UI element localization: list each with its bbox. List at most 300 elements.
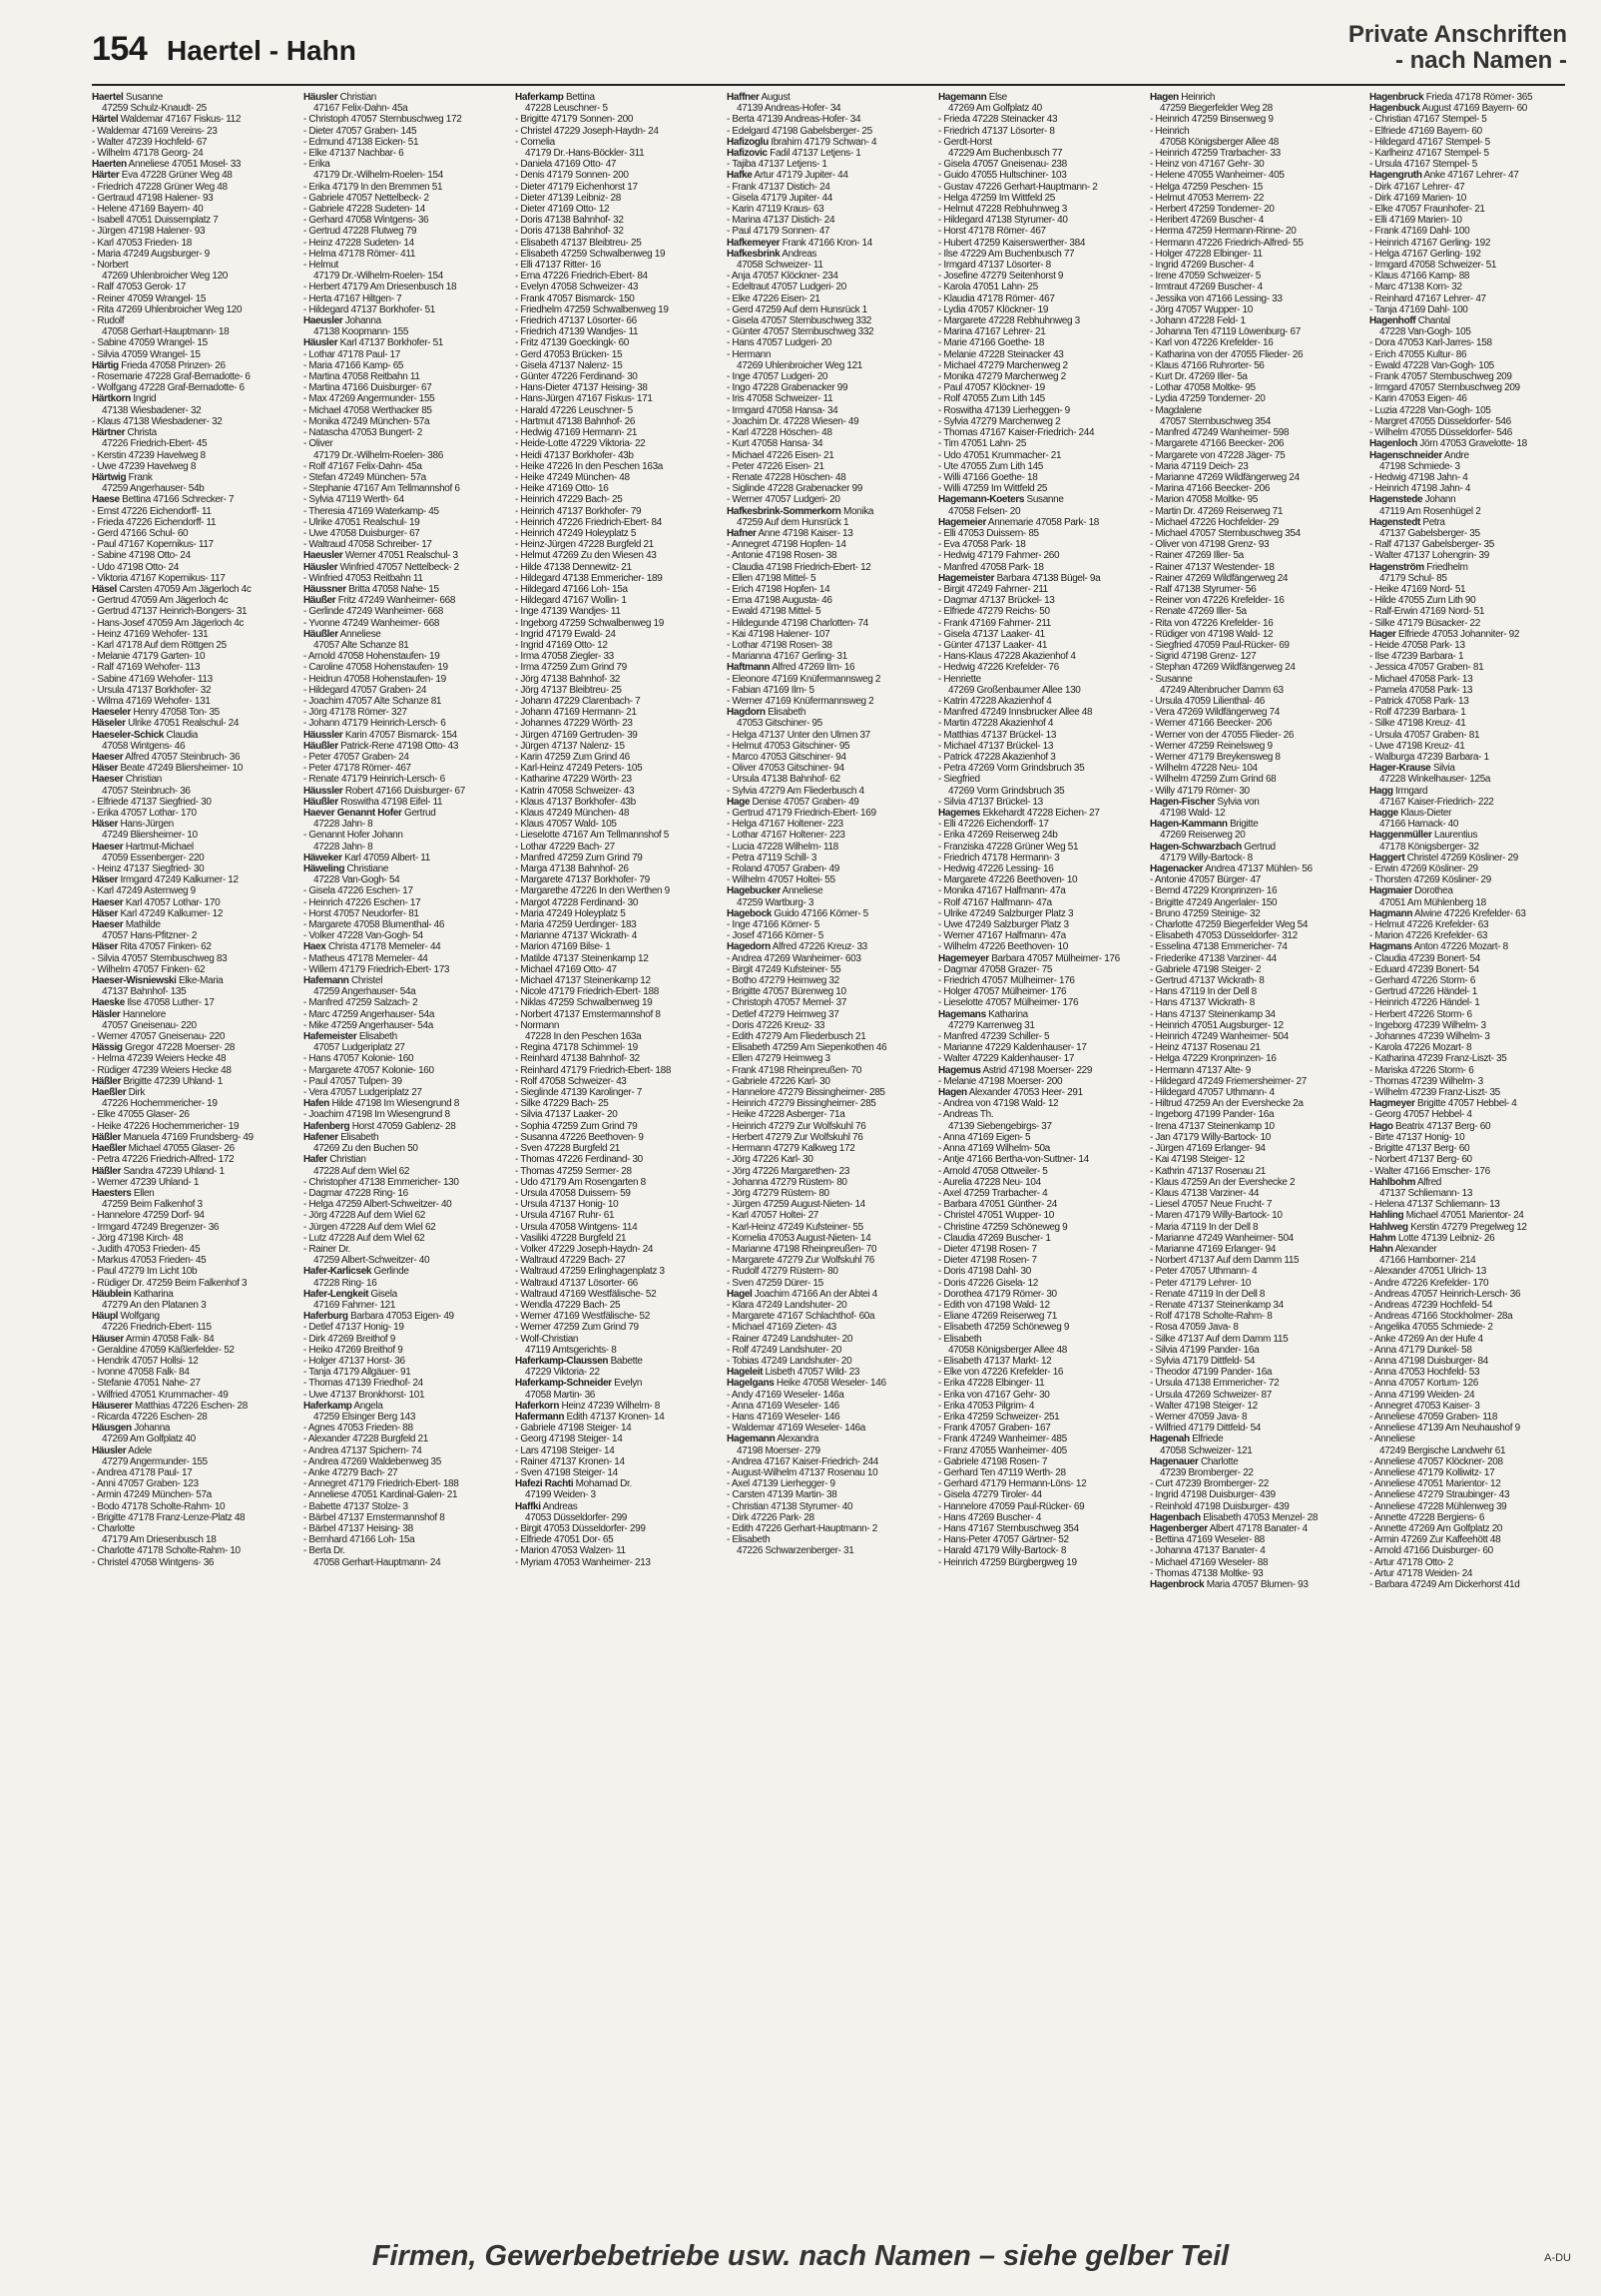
entry-text: - Marina 47167 Lehrer- 21: [938, 326, 1046, 338]
entry-surname-row: [1150, 819, 1347, 830]
entry-surname: Hagelgans: [727, 1378, 775, 1390]
entry-text: - Birgit 47249 Kufsteiner- 55: [727, 963, 841, 975]
entry-row: [1369, 182, 1567, 193]
entry-surname-row: [515, 92, 713, 103]
entry-text: Heinrich: [1178, 92, 1216, 103]
entry-text: - Marianne 47169 Erlanger- 94: [1150, 1243, 1277, 1255]
entry-row: [303, 1445, 501, 1456]
entry-row: [938, 1434, 1136, 1444]
entry-text: - Werner 47166 Beecker- 206: [1150, 718, 1273, 730]
entry-text: - Wolfgang 47228 Graf-Bernadotte- 6: [92, 382, 245, 394]
entry-text: - Werner von der 47055 Flieder- 26: [1150, 729, 1295, 741]
entry-text: - Hartmut 47138 Bahnhof- 26: [515, 415, 636, 427]
entry-text: - Armin 47269 Zur Kaffeehött 48: [1369, 1534, 1501, 1546]
entry-text: - Nicole 47179 Friedrich-Ebert- 188: [515, 986, 659, 998]
entry-row: [92, 539, 289, 550]
entry-row: [938, 1390, 1136, 1401]
entry-surname-row: [92, 1334, 289, 1345]
entry-row: [1150, 226, 1347, 237]
entry-row: [92, 930, 289, 941]
entry-row: [92, 103, 289, 114]
entry-row: [303, 103, 501, 114]
entry-text: - Gisela 47137 Nalenz- 15: [515, 359, 623, 371]
entry-row: [938, 382, 1136, 393]
entry-text: - Helene 47055 Wanheimer- 405: [1150, 170, 1285, 182]
entry-row: [938, 941, 1136, 952]
entry-text: - Helma 47178 Römer- 411: [303, 248, 416, 260]
entry-row: [1369, 774, 1567, 785]
entry-surname-row: [1369, 941, 1567, 952]
entry-row: [92, 182, 289, 193]
entry-text: - Elfriede 47137 Siegfried- 30: [92, 796, 212, 808]
entry-surname: Hagebucker: [727, 885, 781, 897]
entry-text: - Anna 47057 Kortum- 126: [1369, 1378, 1478, 1390]
entry-row: [727, 1132, 924, 1143]
entry-row: [1150, 405, 1347, 416]
entry-text: Armin 47058 Falk- 84: [123, 1333, 215, 1345]
entry-row: [938, 1177, 1136, 1188]
entry-text: Ilse 47058 Luther- 17: [124, 997, 215, 1009]
entry-row: [1150, 629, 1347, 640]
entry-text: - Wilma 47169 Wehofer- 131: [92, 695, 211, 707]
entry-row: [727, 1031, 924, 1042]
entry-text: - Susanna 47226 Beethoven- 9: [515, 1131, 644, 1143]
entry-text: - Arnold 47058 Ottweiler- 5: [938, 1165, 1048, 1177]
entry-text: - Rudolf: [92, 315, 125, 327]
entry-text: Beate 47249 Bliersheimer- 10: [118, 763, 243, 775]
entry-text: - Walter 47166 Emscher- 176: [1369, 1165, 1490, 1177]
entry-row: [1150, 1300, 1347, 1311]
entry-text: - Jörg 47279 Rüstern- 80: [727, 1187, 829, 1199]
entry-row: [515, 349, 713, 360]
entry-row: [727, 494, 924, 505]
entry-row: [1369, 1501, 1567, 1512]
entry-text: - Holger 47057 Mülheimer- 176: [938, 986, 1067, 998]
entry-text: - Hannelore 47259 Dorf- 94: [92, 1210, 205, 1222]
entry-text: 47259 Angerhauser- 54b: [102, 483, 205, 495]
entry-surname: Hagenloch: [1369, 438, 1417, 450]
entry-text: - Jörg 47226 Karl- 30: [727, 1154, 813, 1166]
entry-row: [515, 103, 713, 114]
entry-row: [515, 1523, 713, 1534]
entry-row: [303, 260, 501, 271]
entry-text: - Ilse 47239 Barbara- 1: [1369, 651, 1464, 663]
entry-row: [727, 450, 924, 461]
entry-row: [727, 1512, 924, 1523]
entry-surname: Hagenhoff: [1369, 315, 1416, 327]
entry-text: Johanna: [131, 1423, 171, 1435]
entry-text: - Birte 47137 Honig- 10: [1369, 1131, 1465, 1143]
entry-text: - Arnold 47058 Hohenstaufen- 19: [303, 651, 440, 663]
entry-text: - Werner 47169 Westfälische- 52: [515, 1311, 650, 1323]
entry-text: - Ursula 47138 Emmericher- 72: [1150, 1378, 1280, 1390]
entry-surname-row: [92, 730, 289, 741]
entry-text: - Margarete 47228 Rebhuhnweg 3: [938, 315, 1080, 327]
entry-text: - Frieda 47226 Eichendorff- 11: [92, 516, 217, 528]
entry-text: - Aurelia 47228 Neu- 104: [938, 1176, 1041, 1188]
entry-text: Mathilde: [123, 919, 161, 931]
entry-row: [727, 1401, 924, 1412]
entry-row: [303, 517, 501, 528]
entry-row: [938, 1244, 1136, 1255]
entry-text: - Elfriede 47051 Dor- 65: [515, 1534, 614, 1546]
entry-text: - Axel 47139 Lierhegger- 9: [727, 1478, 835, 1490]
entry-row: [727, 315, 924, 326]
entry-row: [938, 1534, 1136, 1545]
entry-text: - Elke 47137 Nachbar- 6: [303, 148, 404, 160]
entry-text: - Norbert 47137 Emstermannshof 8: [515, 1008, 661, 1020]
entry-text: 47249 Bergische Landwehr 61: [1379, 1444, 1506, 1456]
entry-text: - Joachim 47057 Alte Schanze 81: [303, 695, 442, 707]
entry-text: 47228 Ring- 16: [313, 1277, 377, 1289]
entry-row: [303, 651, 501, 662]
entry-text: - Manfred 47249 Innsbrucker Allee 48: [938, 707, 1093, 719]
entry-text: Anton 47226 Mozart- 8: [1411, 941, 1508, 953]
entry-row: [303, 897, 501, 908]
entry-row: [938, 919, 1136, 930]
entry-text: - Margarete 47058 Blumenthal- 46: [303, 919, 445, 931]
entry-row: [1369, 114, 1567, 125]
entry-text: - Sven 47228 Burgfeld 21: [515, 1143, 621, 1155]
entry-row: [303, 707, 501, 718]
entry-text: Monika: [840, 505, 874, 517]
entry-row: [727, 182, 924, 193]
entry-text: 47058 Gerhart-Hauptmann- 18: [102, 326, 230, 338]
entry-text: - Hildegard 47138 Emmericher- 189: [515, 572, 663, 584]
entry-text: 47179 Dr.-Wilhelm-Roelen- 154: [313, 170, 443, 182]
entry-text: - Hans-Peter 47057 Gärtner- 52: [938, 1534, 1069, 1546]
entry-text: - Hans 47137 Wickrath- 8: [1150, 997, 1255, 1009]
entry-row: [1150, 897, 1347, 908]
entry-text: Astrid 47198 Moerser- 229: [980, 1064, 1093, 1076]
entry-row: [938, 1278, 1136, 1289]
entry-text: - Norbert: [92, 260, 129, 272]
entry-surname-row: [303, 337, 501, 348]
entry-text: - Thomas 47138 Moltke- 93: [1150, 1567, 1264, 1579]
entry-row: [515, 271, 713, 282]
entry-text: - Wilhelm 47178 Georg- 24: [92, 148, 204, 160]
entry-row: [1150, 271, 1347, 282]
entry-row: [515, 1278, 713, 1289]
entry-text: - Anneliese: [1369, 1434, 1415, 1445]
entry-row: [1150, 193, 1347, 204]
entry-row: [1369, 1489, 1567, 1500]
entry-surname: Haese: [92, 494, 120, 506]
entry-row: [727, 1177, 924, 1188]
entry-text: - Friederike 47138 Varziner- 44: [1150, 952, 1277, 964]
entry-row: [303, 885, 501, 896]
entry-text: Barbara 47138 Bügel- 9a: [994, 572, 1101, 584]
entry-text: - Charlotte 47259 Biegerfelder Weg 54: [1150, 919, 1309, 931]
entry-text: - Renate 47137 Steinenkamp 34: [1150, 1299, 1284, 1311]
entry-row: [727, 1188, 924, 1199]
entry-surname: Haggenmüller: [1369, 830, 1432, 842]
entry-text: - Annegret 47179 Friedrich-Ebert- 188: [303, 1478, 459, 1490]
entry-text: - Dieter 47169 Otto- 12: [515, 204, 610, 216]
entry-text: Alexander: [1392, 1243, 1437, 1255]
entry-row: [1150, 618, 1347, 629]
entry-text: - Renate 47228 Höschen- 48: [727, 471, 846, 483]
entry-text: Manuela 47169 Frundsberg- 49: [121, 1131, 254, 1143]
entry-row: [1150, 1412, 1347, 1423]
entry-text: - Karl 47178 Auf dem Röttgen 25: [92, 639, 227, 651]
entry-text: - Silvia 47059 Wrangel- 15: [92, 348, 201, 360]
entry-row: [303, 1020, 501, 1031]
entry-text: 47139 Andreas-Hofer- 34: [737, 103, 841, 115]
entry-row: [1369, 249, 1567, 260]
entry-row: [727, 1300, 924, 1311]
entry-surname: Häußler: [303, 628, 338, 640]
entry-row: [1369, 461, 1567, 472]
entry-row: [938, 696, 1136, 707]
entry-text: - Max 47269 Angermunder- 155: [303, 393, 435, 405]
entry-row: [727, 1311, 924, 1322]
entry-row: [515, 1143, 713, 1154]
entry-text: - Jörg 47226 Margarethen- 23: [727, 1165, 850, 1177]
entry-row: [92, 137, 289, 148]
entry-row: [1150, 774, 1347, 785]
entry-text: - Renate 47179 Heinrich-Lersch- 6: [303, 774, 445, 786]
entry-text: - Ursula 47137 Honig- 10: [515, 1199, 619, 1211]
entry-row: [1150, 304, 1347, 315]
entry-row: [92, 371, 289, 382]
entry-row: [1150, 1210, 1347, 1221]
entry-surname-row: [1369, 1222, 1567, 1233]
entry-row: [1150, 640, 1347, 651]
entry-text: - Petra 47226 Friedrich-Alfred- 172: [92, 1154, 235, 1166]
entry-text: - Sven 47259 Dürer- 15: [727, 1277, 823, 1289]
entry-text: - Michael 47169 Zieten- 43: [727, 1322, 836, 1334]
entry-text: - Michael 47057 Sternbuschweg 354: [1150, 527, 1301, 539]
entry-row: [303, 1042, 501, 1053]
entry-text: - Detlef 47279 Heimweg 37: [727, 1008, 839, 1020]
entry-row: [727, 1244, 924, 1255]
entry-row: [515, 337, 713, 348]
entry-text: - Petra 47269 Vorm Grindsbruch 35: [938, 763, 1085, 775]
entry-text: - Michael 47137 Steinenkamp 12: [515, 975, 651, 987]
entry-row: [1369, 730, 1567, 741]
entry-text: - Manfred 47058 Park- 18: [938, 561, 1044, 573]
entry-row: [1369, 953, 1567, 964]
entry-row: [303, 830, 501, 841]
entry-row: [1150, 584, 1347, 595]
entry-row: [1150, 1053, 1347, 1064]
entry-text: - Wilhelm 47057 Holtei- 55: [727, 874, 835, 886]
entry-row: [303, 1065, 501, 1076]
entry-text: - Gabriele 47226 Karl- 30: [727, 1075, 830, 1087]
entry-row: [727, 517, 924, 528]
entry-row: [727, 1523, 924, 1534]
entry-text: - Iris 47058 Schweizer- 11: [727, 393, 833, 405]
entry-text: Maria 47057 Blumen- 93: [1204, 1579, 1309, 1591]
entry-text: Andreas: [780, 248, 817, 260]
entry-text: - Ingrid 47269 Buscher- 4: [1150, 260, 1255, 272]
entry-row: [515, 326, 713, 337]
entry-row: [92, 483, 289, 494]
entry-text: - Margarete 47167 Schlachthof- 60a: [727, 1311, 875, 1323]
entry-text: - Uwe 47198 Kreuz- 41: [1369, 740, 1465, 752]
entry-row: [92, 1523, 289, 1534]
entry-row: [92, 1512, 289, 1523]
entry-text: - Maria 47166 Kamp- 65: [303, 359, 404, 371]
entry-text: Andre: [1441, 449, 1469, 461]
entry-text: - Renate 47119 In der Dell 8: [1150, 1288, 1266, 1300]
entry-text: - Helmut 47226 Krefelder- 63: [1369, 919, 1489, 931]
entry-row: [938, 349, 1136, 360]
entry-row: [727, 1042, 924, 1053]
entry-text: Katharina: [985, 1008, 1028, 1020]
entry-surname-row: [727, 908, 924, 919]
entry-row: [727, 1076, 924, 1087]
entry-text: 47179 Dr.-Wilhelm-Roelen- 386: [313, 449, 443, 461]
entry-row: [303, 964, 501, 975]
entry-text: - Dieter 47198 Rosen- 7: [938, 1255, 1037, 1267]
entry-text: 47058 Wintgens- 46: [102, 740, 186, 752]
entry-row: [1150, 1445, 1347, 1456]
entry-row: [92, 1489, 289, 1500]
entry-surname: Häseler: [92, 718, 126, 730]
entry-text: - Horst 47178 Römer- 467: [938, 226, 1046, 238]
entry-text: - Gertrud 47137 Wickrath- 8: [1150, 975, 1265, 987]
entry-text: - Irmgard 47137 Lösorter- 8: [938, 260, 1051, 272]
entry-surname-row: [92, 1166, 289, 1177]
entry-surname: Haertel: [92, 92, 124, 103]
entry-surname-row: [1150, 842, 1347, 853]
entry-surname: Haeusler: [303, 550, 343, 562]
entry-row: [938, 584, 1136, 595]
entry-row: [515, 640, 713, 651]
entry-text: - Doris 47226 Gisela- 12: [938, 1277, 1038, 1289]
entry-row: [1369, 897, 1567, 908]
entry-surname-row: [92, 1076, 289, 1087]
entry-text: - Udo 47179 Am Rosengarten 8: [515, 1176, 646, 1188]
margin-watermark: [8, 439, 32, 769]
entry-row: [303, 1557, 501, 1568]
entry-text: 47138 Koopmann- 155: [313, 326, 409, 338]
entry-row: [92, 1456, 289, 1467]
entry-text: - Annegret 47053 Kaiser- 3: [1369, 1400, 1480, 1412]
entry-text: - Kurt 47058 Hansa- 34: [727, 438, 823, 450]
entry-surname-row: [303, 595, 501, 606]
entry-text: - Karlheinz 47167 Stempel- 5: [1369, 148, 1489, 160]
entry-text: - Heinz 47137 Siegfried- 30: [92, 863, 205, 875]
entry-surname-row: [727, 92, 924, 103]
entry-surname-row: [1369, 315, 1567, 326]
entry-text: - Irene 47059 Schweizer- 5: [1150, 271, 1261, 283]
entry-text: - Andreas 47239 Hochfeld- 54: [1369, 1299, 1493, 1311]
entry-text: - Volker 47228 Van-Gogh- 54: [303, 930, 423, 942]
entry-row: [1150, 808, 1347, 819]
entry-text: - Anneliese 47139 Am Neuhaushof 9: [1369, 1423, 1520, 1435]
entry-row: [938, 260, 1136, 271]
entry-row: [938, 1356, 1136, 1367]
entry-surname-row: [1369, 786, 1567, 797]
entry-row: [515, 483, 713, 494]
entry-text: - Thomas 47239 Wilhelm- 3: [1369, 1075, 1483, 1087]
entry-surname-row: [1369, 92, 1567, 103]
entry-text: Evelyn: [611, 1378, 643, 1390]
entry-row: [1150, 1020, 1347, 1031]
entry-row: [938, 1322, 1136, 1333]
entry-text: - Babette 47137 Stolze- 3: [303, 1500, 408, 1512]
entry-surname: Hafkesbrink-Sommerkorn: [727, 505, 841, 517]
entry-row: [515, 360, 713, 371]
entry-text: Susanne: [123, 92, 163, 103]
entry-text: - Lucia 47228 Wilhelm- 118: [727, 841, 838, 853]
entry-text: - Christoph 47057 Sternbuschweg 172: [303, 114, 462, 126]
entry-row: [1150, 260, 1347, 271]
entry-row: [1150, 997, 1347, 1008]
entry-text: - Silvia 47137 Brückel- 13: [938, 796, 1043, 808]
entry-surname-row: [92, 1445, 289, 1456]
entry-surname: Haferkorn: [515, 1400, 560, 1412]
entry-row: [1150, 941, 1347, 952]
entry-row: [515, 584, 713, 595]
entry-row: [727, 1009, 924, 1020]
entry-row: [727, 1255, 924, 1266]
entry-row: [92, 606, 289, 617]
entry-surname: Hagen: [1150, 92, 1179, 103]
entry-row: [938, 774, 1136, 785]
entry-row: [1150, 1378, 1347, 1389]
entry-text: - Gertrud 47059 Am Jägerloch 4c: [92, 595, 229, 607]
entry-row: [92, 382, 289, 393]
entry-text: - Sieglinde 47139 Karolinger- 7: [515, 1087, 643, 1099]
entry-text: - Jessika von 47166 Lessing- 33: [1150, 292, 1283, 304]
entry-surname: Haeser: [92, 751, 124, 763]
entry-row: [1150, 1244, 1347, 1255]
entry-text: - Rüdiger 47239 Weiers Hecke 48: [92, 1064, 232, 1076]
entry-row: [938, 1076, 1136, 1087]
entry-row: [303, 182, 501, 193]
entry-row: [938, 1378, 1136, 1389]
entry-text: - Uwe 47239 Havelweg 8: [92, 460, 197, 472]
entry-row: [1150, 1076, 1347, 1087]
entry-row: [938, 595, 1136, 606]
entry-row: [938, 282, 1136, 292]
entry-text: - Rolf 47058 Schweizer- 43: [515, 1075, 627, 1087]
entry-row: [303, 774, 501, 785]
entry-text: - Doris 47138 Bahnhof- 32: [515, 215, 624, 227]
entry-text: Sylvia von: [1214, 796, 1260, 808]
entry-row: [515, 438, 713, 449]
entry-row: [1369, 506, 1567, 517]
entry-text: - Marianne 47269 Wildfängerweg 24: [1150, 471, 1300, 483]
entry-row: [727, 897, 924, 908]
entry-text: - Irma 47058 Ziegler- 33: [515, 651, 614, 663]
entry-row: [515, 204, 713, 215]
entry-row: [515, 797, 713, 808]
entry-text: - Tanja 47169 Dahl- 100: [1369, 303, 1468, 315]
entry-text: - Karola 47226 Mozart- 8: [1369, 1042, 1472, 1054]
entry-surname-row: [727, 137, 924, 148]
entry-text: - Dirk 47167 Lehrer- 47: [1369, 181, 1465, 193]
entry-surname: Hagg: [1369, 785, 1393, 797]
entry-text: - Werner 47169 Knüfermannsweg 2: [727, 695, 874, 707]
entry-row: [515, 1557, 713, 1568]
entry-text: Laurentius: [1431, 830, 1478, 842]
entry-row: [303, 1222, 501, 1233]
entry-text: - Matthias 47137 Brückel- 13: [938, 729, 1057, 741]
entry-text: - Markus 47053 Frieden- 45: [92, 1255, 207, 1267]
entry-surname-row: [727, 528, 924, 539]
entry-row: [303, 874, 501, 885]
entry-row: [938, 718, 1136, 729]
entry-text: - Hiltrud 47259 An der Evershecke 2a: [1150, 1098, 1304, 1110]
entry-text: - Stefan 47249 München- 57a: [303, 471, 426, 483]
entry-row: [1150, 786, 1347, 797]
entry-row: [303, 293, 501, 304]
